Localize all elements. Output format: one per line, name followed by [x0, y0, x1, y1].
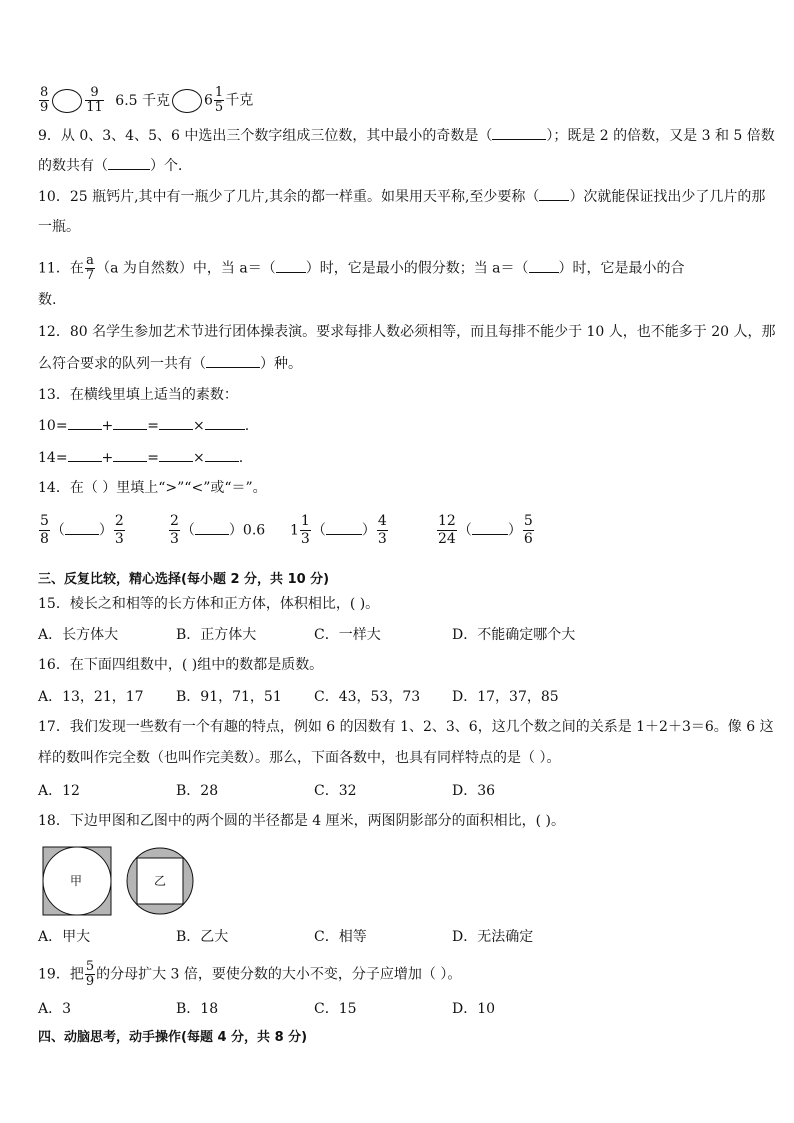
- answer-blank[interactable]: [113, 447, 147, 462]
- q18-figures: [42, 845, 202, 921]
- q8-line: [38, 86, 253, 115]
- q16-option-b[interactable]: B．91，71，51: [176, 689, 282, 705]
- q18-option-c[interactable]: C．相等: [314, 929, 367, 945]
- q17-option-b[interactable]: B．28: [176, 783, 219, 799]
- fraction-4-3: $\frac{4}{3}$: [377, 513, 387, 547]
- q11-line2: 数.: [38, 292, 57, 308]
- fraction-8-9: $\frac{8}{9}$: [40, 85, 49, 115]
- figure-yi-label: 乙: [154, 874, 167, 888]
- q10-line2: 一瓶。: [38, 219, 80, 235]
- mixed-whole: 6: [204, 92, 213, 109]
- answer-blank[interactable]: [159, 415, 193, 430]
- q17-line1: 17．我们发现一些数有一个有趣的特点，例如 6 的因数有 1、2、3、6，这几个数之间的关系是 1＋2＋3＝6。像 6 这: [38, 719, 774, 735]
- q14-pair-3: 1 $\frac{1}{3}$ （ ） $\frac{4}{3}$: [290, 513, 387, 547]
- q17-option-a[interactable]: A．12: [38, 783, 80, 799]
- q19-option-d[interactable]: D．10: [452, 1001, 496, 1017]
- unit-text: 千克: [225, 92, 254, 109]
- q12-line1: 12．80 名学生参加艺术节进行团体操表演。要求每排人数必须相等，而且每排不能少于 10 人，也不能多于 20 人，那: [38, 324, 776, 340]
- answer-circle[interactable]: [172, 89, 202, 113]
- answer-blank[interactable]: [205, 447, 239, 462]
- q15-option-b[interactable]: B．正方体大: [176, 627, 257, 643]
- q18-option-d[interactable]: D．无法确定: [452, 929, 534, 945]
- q19-option-a[interactable]: A．3: [38, 1001, 72, 1017]
- fraction-2-3: $\frac{2}{3}$: [170, 513, 179, 547]
- answer-circle[interactable]: [52, 89, 82, 113]
- answer-blank[interactable]: [529, 258, 559, 273]
- answer-blank[interactable]: [492, 125, 546, 140]
- answer-blank[interactable]: [472, 520, 508, 535]
- answer-blank[interactable]: [113, 415, 147, 430]
- q13-line1: 10= + = × .: [38, 415, 249, 436]
- q17-option-c[interactable]: C．32: [314, 783, 357, 799]
- q15-stem: 15．棱长之和相等的长方体和正方体，体积相比，( )。: [38, 596, 380, 612]
- q17-line2: 样的数叫作完全数（也叫作完美数）。那么，下面各数中，也具有同样特点的是（ ）。: [38, 750, 561, 766]
- q12-line2: 么符合要求的队列一共有（ ）种。: [38, 353, 302, 374]
- q16-option-c[interactable]: C．43，53，73: [314, 689, 421, 705]
- answer-blank[interactable]: [159, 447, 193, 462]
- q15-option-d[interactable]: D．不能确定哪个大: [452, 627, 576, 643]
- section-3-title: 三、反复比较，精心选择(每小题 2 分，共 10 分): [38, 572, 330, 587]
- figure-shapes: [42, 845, 202, 917]
- answer-blank[interactable]: [206, 353, 260, 368]
- answer-blank[interactable]: [205, 415, 245, 430]
- figure-jia-label: 甲: [70, 874, 83, 888]
- answer-blank[interactable]: [68, 415, 102, 430]
- answer-blank[interactable]: [276, 258, 306, 273]
- fraction-1-5: $\frac{1}{5}$: [214, 85, 224, 115]
- q16-stem: 16．在下面四组数中，( )组中的数都是质数。: [38, 657, 324, 673]
- q19-option-b[interactable]: B．18: [176, 1001, 219, 1017]
- answer-blank[interactable]: [108, 155, 150, 170]
- q10-line1: 10．25 瓶钙片,其中有一瓶少了几片,其余的都一样重。如果用天平称,至少要称（ ）次就能保证找出少了几片的那: [38, 186, 765, 207]
- answer-blank[interactable]: [65, 520, 99, 535]
- q16-option-d[interactable]: D．17，37，85: [452, 689, 559, 705]
- weight-text: 6.5 千克: [115, 92, 170, 109]
- q9-line2: 的数共有（ ）个．: [38, 155, 192, 176]
- q13-line2: 14= + = × .: [38, 447, 243, 468]
- answer-blank[interactable]: [68, 447, 102, 462]
- fraction-9-11: $\frac{9}{11}$: [86, 85, 103, 115]
- q19-option-c[interactable]: C．15: [314, 1001, 357, 1017]
- q9-line1: 9．从 0、3、4、5、6 中选出三个数字组成三位数，其中最小的奇数是（ ）；既是 2 的倍数，又是 3 和 5 倍数: [38, 125, 775, 146]
- q15-option-a[interactable]: A．长方体大: [38, 627, 119, 643]
- q14-pair-2: $\frac{2}{3}$ （ ）0.6: [170, 513, 266, 547]
- q16-option-a[interactable]: A．13，21，17: [38, 689, 144, 705]
- q14-pair-4: $\frac{12}{24}$ （ ） $\frac{5}{6}$: [438, 513, 533, 547]
- section-4-title: 四、动脑思考，动手操作(每题 4 分，共 8 分): [38, 1030, 308, 1045]
- fraction-12-24: $\frac{12}{24}$: [438, 513, 456, 547]
- q18-option-b[interactable]: B．乙大: [176, 929, 229, 945]
- fraction-5-9: $\frac{5}{9}$: [85, 959, 95, 989]
- answer-blank[interactable]: [195, 520, 229, 535]
- answer-blank[interactable]: [539, 186, 569, 201]
- q15-option-c[interactable]: C．一样大: [314, 627, 381, 643]
- fraction-2-3: $\frac{2}{3}$: [114, 513, 124, 547]
- q18-stem: 18．下边甲图和乙图中的两个圆的半径都是 4 厘米，两图阴影部分的面积相比，( )。: [38, 813, 565, 829]
- q14-title: 14．在（ ）里填上“>”“<”或“＝”。: [38, 480, 267, 496]
- fraction-1-3: $\frac{1}{3}$: [300, 513, 310, 547]
- q14-pair-1: $\frac{5}{8}$ （ ） $\frac{2}{3}$: [40, 513, 124, 547]
- q19-stem: 19．把 $\frac{5}{9}$ 的分母扩大 3 倍，要使分数的大小不变，分子应增加（ ）。: [38, 959, 462, 989]
- fraction-5-6: $\frac{5}{6}$: [523, 513, 533, 547]
- fraction-a-7: $\frac{a}{7}$: [85, 253, 95, 283]
- answer-blank[interactable]: [326, 520, 362, 535]
- q18-option-a[interactable]: A．甲大: [38, 929, 91, 945]
- q11-line1: 11．在 $\frac{a}{7}$ （a 为自然数）中，当 a＝（ ）时，它是最小的假分数；当 a＝（ ）时，它是最小的合: [38, 253, 685, 283]
- q17-option-d[interactable]: D．36: [452, 783, 496, 799]
- fraction-5-8: $\frac{5}{8}$: [40, 513, 49, 547]
- q13-title: 13．在横线里填上适当的素数：: [38, 387, 238, 403]
